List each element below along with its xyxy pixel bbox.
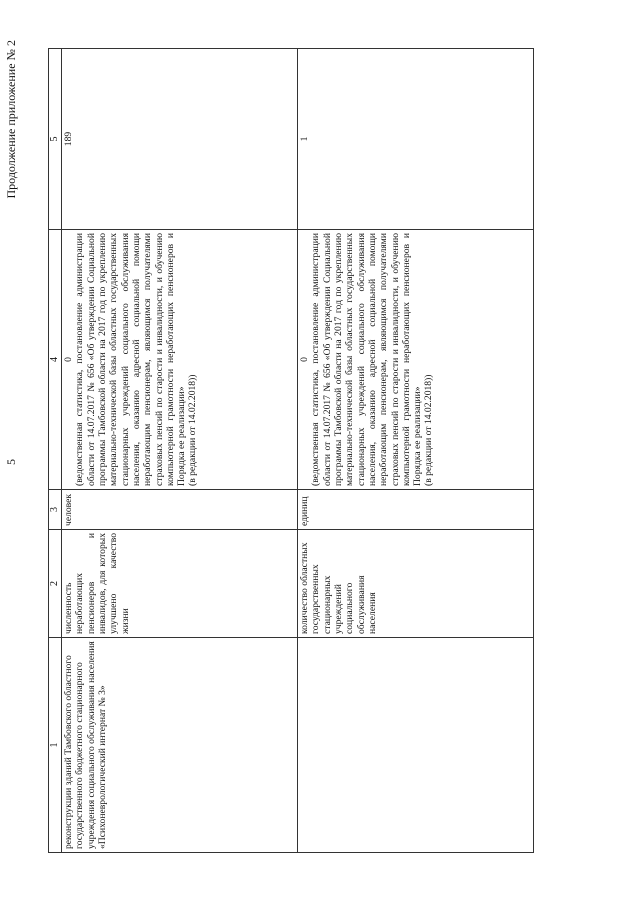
page-number: 5 xyxy=(4,459,18,465)
header-cell: 1 xyxy=(49,638,62,853)
base-value-cell xyxy=(62,230,298,490)
base-value: 0 xyxy=(63,357,74,362)
appendix-caption: Продолжение приложение № 2 xyxy=(4,40,18,199)
edition-note: (в редакции от 14.02.2018)) xyxy=(423,374,435,486)
unit-cell: человек xyxy=(62,490,298,530)
object-name-cell: реконструкции зданий Тамбовского областного государственного бюджетного стационарного учреждения социального обслуживания населения «Психоневрологический интернат № 3» xyxy=(62,638,298,853)
indicator-name-cell xyxy=(298,530,534,638)
unit-cell: единиц xyxy=(298,490,534,530)
source-text: (ведомственная статистика, постановление администрации области от 14.07.2017 № 656 «Об утверждении Социальной программы Тамбовской области на 2017 год по укреплению материально-технической базы областных государственных стационарных учреждений социального обслуживания населения, оказанию адресной социальной помощи неработающим пенсионерам, являющимся получателями страховых пенсий по старости и инвалидности, и обучению компьютерной грамотности неработающих пенсионеров и Порядка ее реализации» xyxy=(74,233,188,486)
object-name-cell xyxy=(298,638,534,853)
target-value: 189 xyxy=(63,131,74,147)
indicator-name: численность неработающих пенсионеров и инвалидов, для которых улучшено качество жизни xyxy=(63,533,131,634)
base-value: 0 xyxy=(299,357,310,362)
header-cell: 5 xyxy=(49,49,62,230)
target-value-cell xyxy=(298,49,534,230)
indicator-table xyxy=(48,48,534,853)
header-cell: 4 xyxy=(49,230,62,490)
table-row xyxy=(298,49,534,853)
source-text: (ведомственная статистика, постановление администрации области от 14.07.2017 № 656 «Об утверждении Социальной программы Тамбовской области на 2017 год по укреплению материально-технической базы областных государственных стационарных учреждений социального обслуживания населения, оказанию адресной социальной помощи неработающим пенсионерам, являющимся получателями страховых пенсий по старости и инвалидности, и обучению компьютерной грамотности неработающих пенсионеров и Порядка ее реализации» xyxy=(310,233,424,486)
header-cell: 3 xyxy=(49,490,62,530)
base-value-cell xyxy=(298,230,534,490)
target-value: 1 xyxy=(299,136,310,142)
table-row xyxy=(62,49,298,853)
target-value-cell xyxy=(62,49,298,230)
header-cell: 2 xyxy=(49,530,62,638)
indicator-name: количество областных государственных стационарных учреждений социального обслуживания населения xyxy=(299,542,378,634)
indicator-name-cell xyxy=(62,530,298,638)
table-header-row xyxy=(49,49,62,853)
edition-note: (в редакции от 14.02.2018)) xyxy=(187,374,199,486)
